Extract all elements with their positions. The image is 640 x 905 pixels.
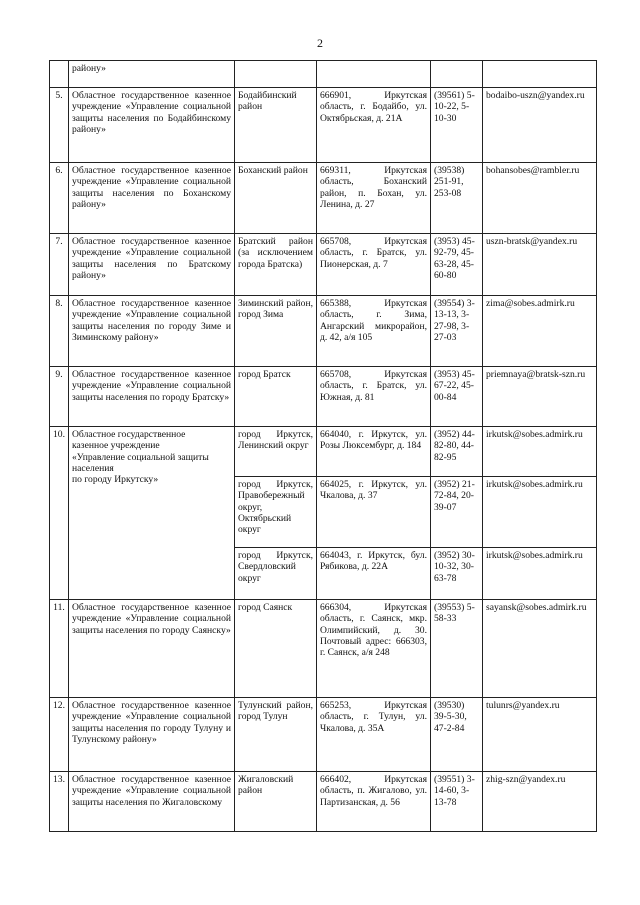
row-number: 7. bbox=[50, 234, 69, 296]
organization-name bbox=[69, 427, 235, 600]
table-row bbox=[50, 600, 597, 698]
phone bbox=[431, 61, 483, 88]
email: irkutsk@sobes.admirk.ru bbox=[483, 548, 597, 600]
email: priemnaya@bratsk-szn.ru bbox=[483, 367, 597, 427]
email: irkutsk@sobes.admirk.ru bbox=[483, 427, 597, 477]
row-number bbox=[50, 61, 69, 88]
phone: (39561) 5-10-22, 5-10-30 bbox=[431, 88, 483, 163]
table-row bbox=[50, 698, 597, 772]
email: zhig-szn@yandex.ru bbox=[483, 772, 597, 832]
organization-name-line: «Управление социальной защиты bbox=[72, 451, 209, 463]
address: 666402, Иркутская область, п. Жигалово, ул. Партизанская, д. 56 bbox=[317, 772, 431, 832]
email bbox=[483, 61, 597, 88]
phone: (39530) 39-5-30, 47-2-84 bbox=[431, 698, 483, 772]
district: город Иркутск, Свердловский округ bbox=[235, 548, 317, 600]
phone: (39551) 3-14-60, 3-13-78 bbox=[431, 772, 483, 832]
row-number: 8. bbox=[50, 296, 69, 367]
address: 665708, Иркутская область, г. Братск, ул. Пионерская, д. 7 bbox=[317, 234, 431, 296]
email: sayansk@sobes.admirk.ru bbox=[483, 600, 597, 698]
district: Жигаловский район bbox=[235, 772, 317, 832]
organization-name: Областное государственное казенное учреждение «Управление социальной защиты населения по Бодайбинскому району» bbox=[69, 88, 235, 163]
organization-name: району» bbox=[69, 61, 235, 88]
district bbox=[235, 61, 317, 88]
institutions-table bbox=[49, 60, 597, 832]
email: bodaibo-uszn@yandex.ru bbox=[483, 88, 597, 163]
row-number: 10. bbox=[50, 427, 69, 600]
address: 665253, Иркутская область, г. Тулун, ул. Чкалова, д. 35А bbox=[317, 698, 431, 772]
organization-name: Областное государственное казенное учреждение «Управление социальной защиты населения по Жигаловскому bbox=[69, 772, 235, 832]
table-row bbox=[50, 234, 597, 296]
phone: (3953) 45-67-22, 45-00-84 bbox=[431, 367, 483, 427]
organization-name-line: казенное учреждение bbox=[72, 440, 160, 452]
table-row bbox=[50, 427, 597, 477]
district: город Иркутск, Правобережный округ, Октябрьский округ bbox=[235, 477, 317, 548]
address bbox=[317, 61, 431, 88]
table-row bbox=[50, 163, 597, 234]
organization-name: Областное государственное казенное учреждение «Управление социальной защиты населения по городу Тулуну и Тулунскому району» bbox=[69, 698, 235, 772]
organization-name: Областное государственное казенное учреждение «Управление социальной защиты населения по городу Зиме и Зиминскому району» bbox=[69, 296, 235, 367]
phone: (3952) 30-10-32, 30-63-78 bbox=[431, 548, 483, 600]
phone: (39554) 3-13-13, 3-27-98, 3-27-03 bbox=[431, 296, 483, 367]
address: 664040, г. Иркутск, ул. Розы Люксембург, д. 184 bbox=[317, 427, 431, 477]
organization-name: Областное государственное казенное учреждение «Управление социальной защиты населения по городу Саянску» bbox=[69, 600, 235, 698]
phone: (39553) 5-58-33 bbox=[431, 600, 483, 698]
organization-name-line: Областное государственное bbox=[72, 429, 186, 440]
address: 666901, Иркутская область, г. Бодайбо, ул. Октябрьская, д. 21А bbox=[317, 88, 431, 163]
email: bohansobes@rambler.ru bbox=[483, 163, 597, 234]
table-row bbox=[50, 61, 597, 88]
address: 666304, Иркутская область, г. Саянск, мкр. Олимпийский, д. 30. Почтовый адрес: 666303, г. Саянск, а/я 248 bbox=[317, 600, 431, 698]
district: Зиминский район, город Зима bbox=[235, 296, 317, 367]
organization-name: Областное государственное казенное учреждение «Управление социальной защиты населения по Боханскому району» bbox=[69, 163, 235, 234]
table-row bbox=[50, 367, 597, 427]
address: 669311, Иркутская область, Боханский район, п. Бохан, ул. Ленина, д. 27 bbox=[317, 163, 431, 234]
organization-name-line: населения bbox=[72, 462, 114, 474]
email: tulunrs@yandex.ru bbox=[483, 698, 597, 772]
organization-name: Областное государственное казенное учреждение «Управление социальной защиты населения по Братскому району» bbox=[69, 234, 235, 296]
phone: (3953) 45-92-79, 45-63-28, 45-60-80 bbox=[431, 234, 483, 296]
email: irkutsk@sobes.admirk.ru bbox=[483, 477, 597, 548]
district: Боханский район bbox=[235, 163, 317, 234]
district: Бодайбинский район bbox=[235, 88, 317, 163]
row-number: 11. bbox=[50, 600, 69, 698]
district: город Иркутск, Ленинский округ bbox=[235, 427, 317, 477]
organization-name-line: по городу Иркутску» bbox=[72, 474, 159, 486]
table-row bbox=[50, 296, 597, 367]
phone: (3952) 44-82-80, 44-82-95 bbox=[431, 427, 483, 477]
row-number: 12. bbox=[50, 698, 69, 772]
email: zima@sobes.admirk.ru bbox=[483, 296, 597, 367]
row-number: 5. bbox=[50, 88, 69, 163]
row-number: 13. bbox=[50, 772, 69, 832]
address: 665708, Иркутская область, г. Братск, ул. Южная, д. 81 bbox=[317, 367, 431, 427]
phone: (39538) 251-91, 253-08 bbox=[431, 163, 483, 234]
district: город Саянск bbox=[235, 600, 317, 698]
district: Братский район (за исключением города Братска) bbox=[235, 234, 317, 296]
address: 664043, г. Иркутск, бул. Рябикова, д. 22А bbox=[317, 548, 431, 600]
row-number: 6. bbox=[50, 163, 69, 234]
table-row bbox=[50, 772, 597, 832]
phone: (3952) 21-72-84, 20-39-07 bbox=[431, 477, 483, 548]
organization-name: Областное государственное казенное учреждение «Управление социальной защиты населения по городу Братску» bbox=[69, 367, 235, 427]
table-row bbox=[50, 88, 597, 163]
row-number: 9. bbox=[50, 367, 69, 427]
district: город Братск bbox=[235, 367, 317, 427]
address: 664025, г. Иркутск, ул. Чкалова, д. 37 bbox=[317, 477, 431, 548]
address: 665388, Иркутская область, г. Зима, Ангарский микрорайон, д. 42, а/я 105 bbox=[317, 296, 431, 367]
email: uszn-bratsk@yandex.ru bbox=[483, 234, 597, 296]
district: Тулунский район, город Тулун bbox=[235, 698, 317, 772]
page-number: 2 bbox=[317, 36, 323, 50]
